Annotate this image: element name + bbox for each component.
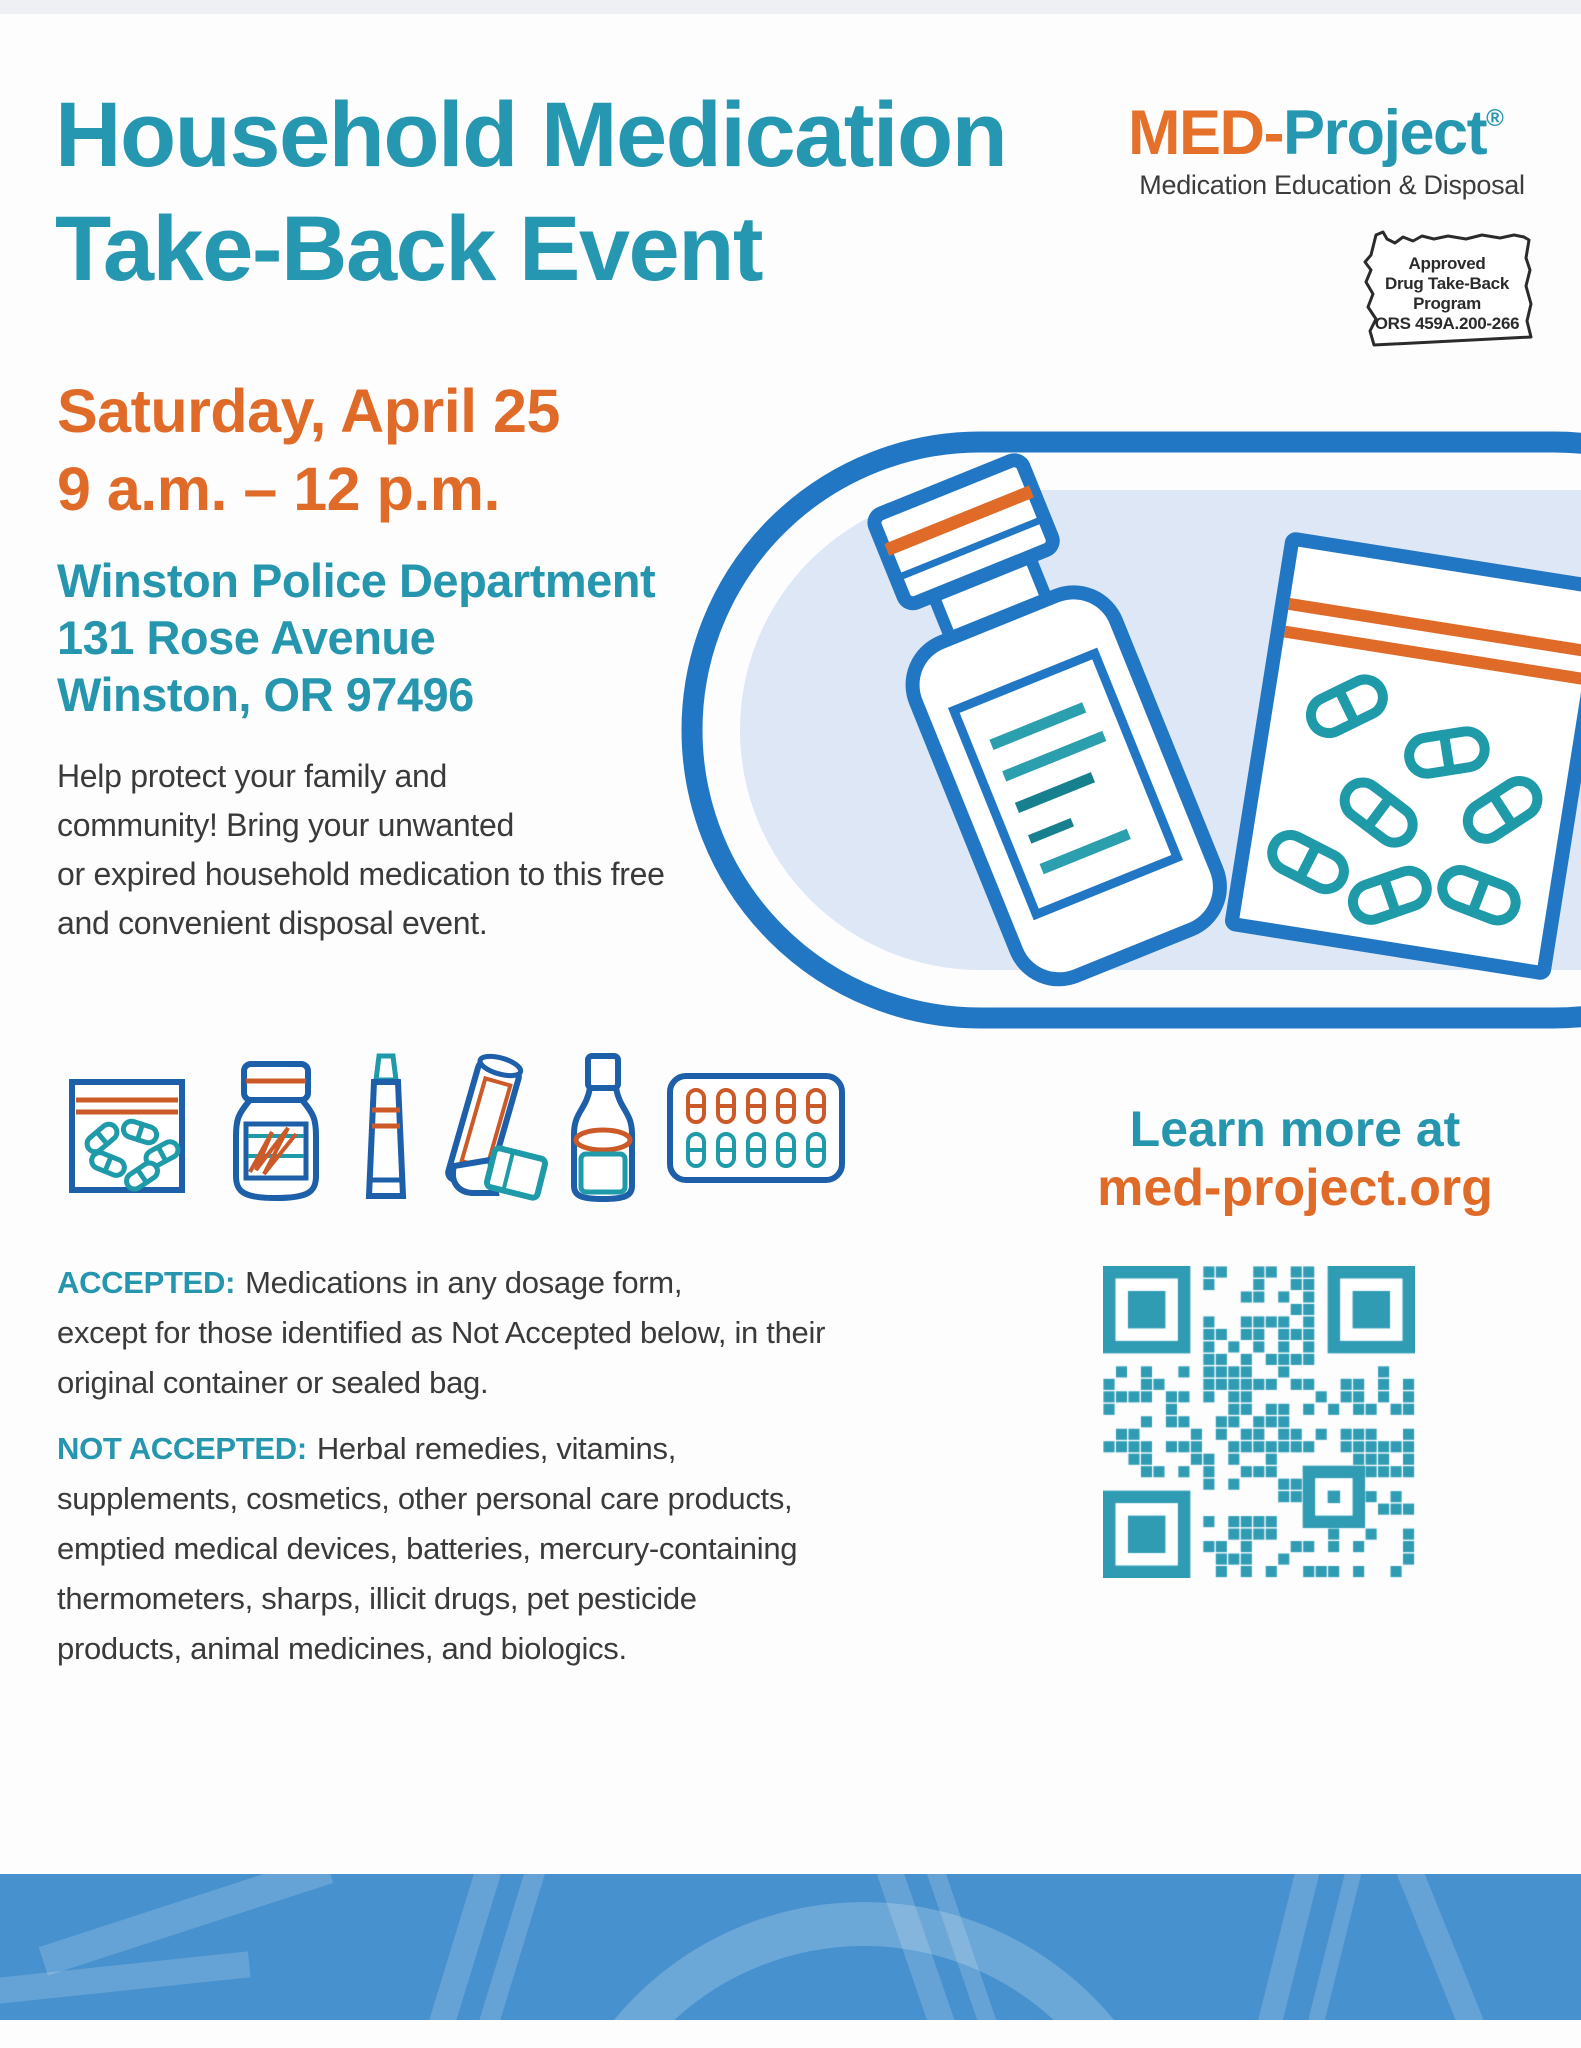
not-accepted-line-2: supplements, cosmetics, other personal care products, <box>57 1481 793 1516</box>
pill-bag-icon <box>1231 539 1581 974</box>
location-name: Winston Police Department <box>57 554 656 607</box>
event-time: 9 a.m. – 12 p.m. <box>57 455 500 523</box>
intro-paragraph <box>57 752 665 948</box>
not-accepted-paragraph <box>57 1424 797 1674</box>
intro-line-4: and convenient disposal event. <box>57 905 488 941</box>
logo-tagline: Medication Education & Disposal <box>1139 170 1525 200</box>
pill-jar-icon <box>236 1064 316 1198</box>
logo-wordmark <box>1128 88 1536 168</box>
not-accepted-line-1 <box>57 1424 797 1474</box>
not-accepted-line-5: products, animal medicines, and biologics. <box>57 1631 627 1666</box>
accepted-line-1-text: Medications in any dosage form, <box>245 1265 683 1300</box>
not-accepted-line-1-text: Herbal remedies, vitamins, <box>316 1431 677 1466</box>
ointment-tube-icon <box>369 1056 403 1196</box>
logo-med: MED- <box>1128 98 1283 168</box>
band-arc <box>540 1902 1188 2020</box>
not-accepted-line-4: thermometers, sharps, illicit drugs, pet pesticide <box>57 1581 697 1616</box>
registered-mark-icon: ® <box>1486 105 1504 132</box>
accepted-line-2: except for those identified as Not Accepted below, in their <box>57 1315 826 1350</box>
badge-line-1: Approved <box>1408 254 1486 273</box>
location-city: Winston, OR 97496 <box>57 668 474 721</box>
not-accepted-line-3: emptied medical devices, batteries, mercury-containing <box>57 1531 798 1566</box>
medication-type-icons <box>50 1048 850 1206</box>
location-street: 131 Rose Avenue <box>57 611 436 664</box>
learn-more-url: med-project.org <box>1097 1159 1493 1217</box>
learn-more <box>1080 1100 1510 1218</box>
event-location <box>57 552 655 723</box>
intro-line-2: community! Bring your unwanted <box>57 807 515 843</box>
scan-edge <box>0 0 1581 14</box>
accepted-line-1 <box>57 1258 825 1308</box>
accepted-paragraph <box>57 1258 825 1408</box>
blister-pack-icon <box>670 1076 842 1180</box>
badge-line-4: ORS 459A.200-266 <box>1374 314 1520 333</box>
qr-code <box>1103 1266 1415 1578</box>
badge-line-2: Drug Take-Back <box>1385 274 1509 293</box>
page-title <box>55 78 1006 306</box>
qr-code-canvas <box>1103 1266 1415 1578</box>
intro-line-1: Help protect your family and <box>57 758 448 794</box>
medication-illustration <box>640 428 1581 1032</box>
liquid-bottle-icon <box>574 1056 632 1199</box>
footer-band <box>0 1874 1581 2020</box>
inhaler-icon <box>447 1053 547 1199</box>
badge-line-3: Program <box>1413 294 1481 313</box>
sealed-bag-icon <box>72 1082 182 1192</box>
event-date: Saturday, April 25 <box>57 377 560 445</box>
med-project-logo <box>1128 88 1536 201</box>
accepted-line-3: original container or sealed bag. <box>57 1365 489 1400</box>
event-date-time <box>57 372 560 528</box>
band-shape <box>1386 1874 1500 2020</box>
oregon-badge-text <box>1356 254 1538 334</box>
logo-project: Project <box>1282 98 1487 168</box>
intro-line-3: or expired household medication to this free <box>57 856 665 892</box>
learn-more-text: Learn more at <box>1129 1101 1461 1157</box>
not-accepted-label: NOT ACCEPTED: <box>57 1431 307 1466</box>
band-shape <box>0 1951 251 2006</box>
accepted-label: ACCEPTED: <box>57 1265 236 1300</box>
title-line-2: Take-Back Event <box>55 198 763 300</box>
title-line-1: Household Medication <box>55 84 1007 186</box>
oregon-badge <box>1356 224 1538 356</box>
